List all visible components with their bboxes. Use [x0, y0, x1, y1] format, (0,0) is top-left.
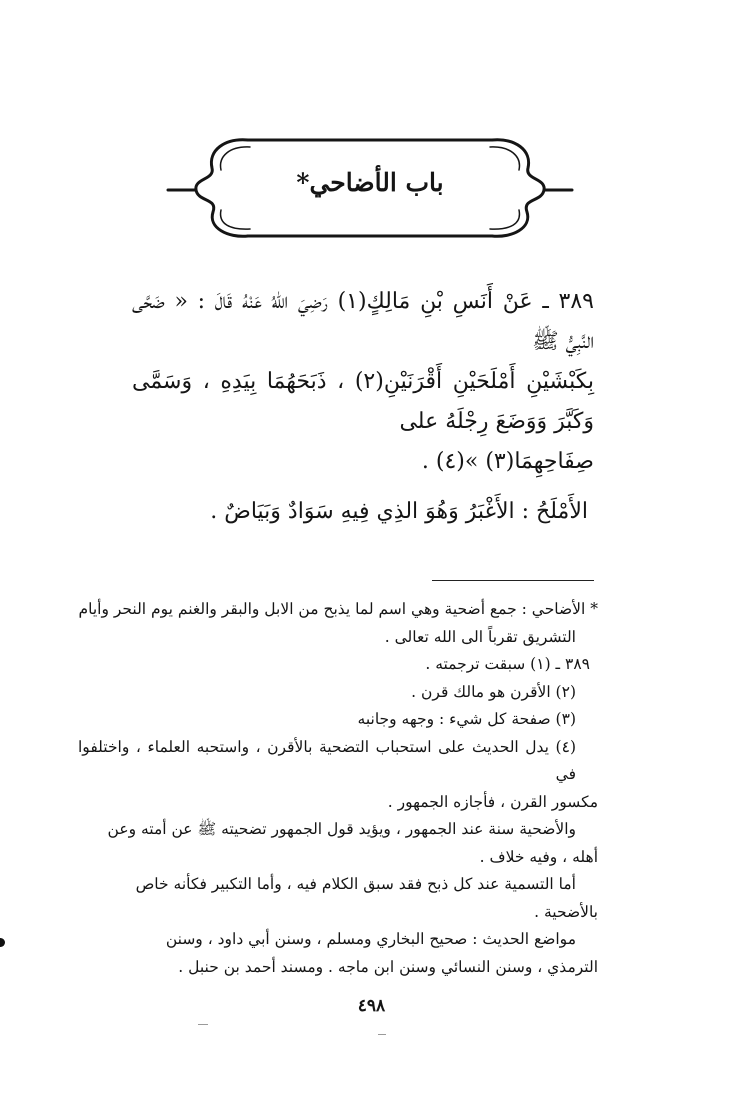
footnote-line: أهله ، وفيه خلاف . — [479, 847, 598, 866]
footnote-separator — [432, 580, 594, 581]
footnote-line: ٣٨٩ ـ (١) سبقت ترجمته . — [425, 655, 590, 673]
scan-speck — [378, 1034, 386, 1035]
footnote-line: مواضع الحديث : صحيح البخاري ومسلم ، وسنن أبي داود ، وسنن — [165, 930, 576, 948]
footnote-line: بالأضحية . — [534, 902, 598, 921]
scan-edge-mark — [0, 938, 5, 947]
footnote-line: والأضحية سنة عند الجمهور ، ويؤيد قول الجمهور تضحيته ﷺ عن أمته وعن — [107, 820, 576, 838]
scan-speck — [198, 1024, 208, 1025]
chapter-title-frame — [160, 128, 580, 243]
footnote-line: (٢) الأقرن هو مالك قرن . — [411, 682, 576, 701]
footnote-line: (٣) صفحة كل شيء : وجهه وجانبه — [357, 710, 576, 728]
footnote-line: * الأضاحي : جمع أضحية وهي اسم لما يذبح من الابل والبقر والغنم يوم النحر وأيام — [78, 600, 598, 618]
page-number: ٤٩٨ — [357, 996, 386, 1016]
hadith-text — [132, 282, 594, 532]
chapter-title: باب الأضاحي* — [296, 168, 444, 197]
hadith-line: بِكَبْشَيْنِ أَمْلَحَيْنِ أَقْرَنَيْنِ(٢) ، ذَبَحَهُمَا بِيَدِهِ ، وَسَمَّى وَكَبَّرَ وَوَضَعَ رِجْلَهُ على — [132, 369, 594, 434]
footnote-line: (٤) يدل الحديث على استحباب التضحية بالأقرن ، واستحبه العلماء ، واختلفوا في — [78, 737, 576, 783]
footnote-line: مكسور القرن ، فأجازه الجمهور . — [387, 792, 598, 811]
footnote-line: الترمذي ، وسنن النسائي وسنن ابن ماجه . ومسند أحمد بن حنبل . — [178, 957, 598, 976]
hadith-line: صِفَاحِهِمَا(٣) »(٤) . — [421, 449, 594, 474]
footnotes — [78, 596, 598, 981]
footnote-line: التشريق تقرباً الى الله تعالى . — [384, 627, 576, 646]
footnote-line: أما التسمية عند كل ذبح فقد سبق الكلام فيه ، وأما التكبير فكأنه خاص — [135, 875, 576, 893]
word-gloss: الأَمْلَحُ : الأَغْبَرُ وَهُوَ الذِي فِيهِ سَوَادٌ وَبَيَاضٌ . — [210, 499, 588, 524]
hadith-line: ٣٨٩ ـ عَنْ أَنَسِ بْنِ مَالِكٍ(١) رَضِيَ اللهُ عَنْهُ قَالَ : « ضَحَّى النَّبِيُّ ﷺ — [132, 289, 594, 354]
